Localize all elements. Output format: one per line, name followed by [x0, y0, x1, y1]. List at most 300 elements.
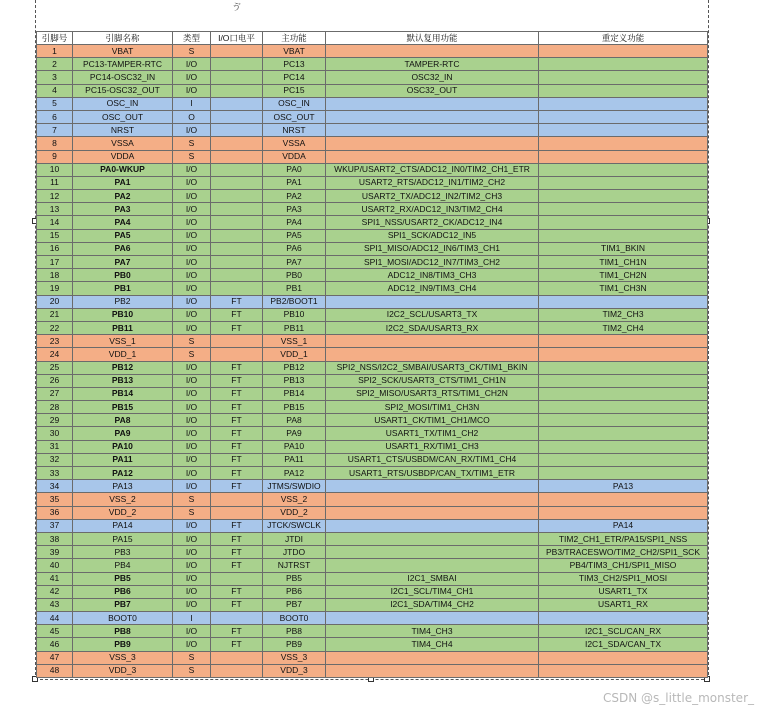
pin-name-cell: PB5 — [73, 572, 173, 585]
pin-type-cell: I/O — [173, 163, 211, 176]
table-row — [37, 440, 708, 453]
alternate-function-cell: USART1_TX/TIM1_CH2 — [326, 427, 539, 440]
table-row — [37, 256, 708, 269]
table-row — [37, 361, 708, 374]
table-row — [37, 664, 708, 677]
table-row — [37, 427, 708, 440]
pin-number-cell: 29 — [37, 414, 73, 427]
main-function-cell: VDD_3 — [263, 664, 326, 677]
main-function-cell: PC14 — [263, 71, 326, 84]
pin-name-cell: PB3 — [73, 546, 173, 559]
alternate-function-cell: SPI1_MOSI/ADC12_IN7/TIM3_CH2 — [326, 256, 539, 269]
io-level-cell: FT — [211, 480, 263, 493]
header-main-function: 主功能 — [263, 32, 326, 45]
pin-number-cell: 24 — [37, 348, 73, 361]
pin-type-cell: I/O — [173, 321, 211, 334]
table-row — [37, 71, 708, 84]
table-row — [37, 546, 708, 559]
io-level-cell — [211, 163, 263, 176]
main-function-cell: VDDA — [263, 150, 326, 163]
alternate-function-cell — [326, 519, 539, 532]
io-level-cell — [211, 572, 263, 585]
pin-name-cell: PB9 — [73, 638, 173, 651]
remap-function-cell — [539, 45, 708, 58]
pin-name-cell: PA6 — [73, 242, 173, 255]
pin-type-cell: I/O — [173, 638, 211, 651]
io-level-cell — [211, 203, 263, 216]
remap-function-cell — [539, 97, 708, 110]
io-level-cell — [211, 612, 263, 625]
main-function-cell: PA4 — [263, 216, 326, 229]
main-function-cell: PB2/BOOT1 — [263, 295, 326, 308]
pin-number-cell: 7 — [37, 124, 73, 137]
pin-type-cell: S — [173, 506, 211, 519]
remap-function-cell: TIM3_CH2/SPI1_MOSI — [539, 572, 708, 585]
pin-number-cell: 22 — [37, 321, 73, 334]
io-level-cell — [211, 190, 263, 203]
main-function-cell: PB7 — [263, 598, 326, 611]
table-row — [37, 572, 708, 585]
table-row — [37, 58, 708, 71]
alternate-function-cell: USART2_RX/ADC12_IN3/TIM2_CH4 — [326, 203, 539, 216]
alternate-function-cell: OSC32_OUT — [326, 84, 539, 97]
pin-number-cell: 41 — [37, 572, 73, 585]
pin-type-cell: I/O — [173, 84, 211, 97]
pin-name-cell: PA9 — [73, 427, 173, 440]
io-level-cell: FT — [211, 401, 263, 414]
alternate-function-cell: I2C2_SCL/USART3_TX — [326, 308, 539, 321]
io-level-cell: FT — [211, 440, 263, 453]
table-row — [37, 453, 708, 466]
pin-type-cell: I/O — [173, 308, 211, 321]
remap-function-cell — [539, 493, 708, 506]
table-row — [37, 242, 708, 255]
io-level-cell — [211, 664, 263, 677]
pin-name-cell: VSSA — [73, 137, 173, 150]
main-function-cell: PB12 — [263, 361, 326, 374]
main-function-cell: JTDO — [263, 546, 326, 559]
alternate-function-cell — [326, 348, 539, 361]
pin-number-cell: 5 — [37, 97, 73, 110]
main-function-cell: PA9 — [263, 427, 326, 440]
table-row — [37, 348, 708, 361]
pin-name-cell: PA13 — [73, 480, 173, 493]
pin-name-cell: PC13-TAMPER-RTC — [73, 58, 173, 71]
pin-number-cell: 31 — [37, 440, 73, 453]
table-row — [37, 335, 708, 348]
table-header-row — [37, 32, 708, 45]
main-function-cell: VDD_2 — [263, 506, 326, 519]
pin-name-cell: PB11 — [73, 321, 173, 334]
remap-function-cell: PA14 — [539, 519, 708, 532]
main-function-cell: PA10 — [263, 440, 326, 453]
pin-name-cell: OSC_OUT — [73, 110, 173, 123]
pin-type-cell: I/O — [173, 124, 211, 137]
pin-type-cell: S — [173, 150, 211, 163]
table-row — [37, 321, 708, 334]
top-mark: ゔ — [232, 2, 242, 12]
table-row — [37, 84, 708, 97]
alternate-function-cell — [326, 664, 539, 677]
remap-function-cell: TIM1_CH1N — [539, 256, 708, 269]
io-level-cell — [211, 651, 263, 664]
io-level-cell — [211, 216, 263, 229]
main-function-cell: PB6 — [263, 585, 326, 598]
remap-function-cell — [539, 216, 708, 229]
pin-type-cell: S — [173, 493, 211, 506]
alternate-function-cell: SPI2_NSS/I2C2_SMBAI/USART3_CK/TIM1_BKIN — [326, 361, 539, 374]
pin-name-cell: PB4 — [73, 559, 173, 572]
alternate-function-cell: SPI1_MISO/ADC12_IN6/TIM3_CH1 — [326, 242, 539, 255]
alternate-function-cell: USART1_CK/TIM1_CH1/MCO — [326, 414, 539, 427]
table-row — [37, 598, 708, 611]
alternate-function-cell: USART2_RTS/ADC12_IN1/TIM2_CH2 — [326, 176, 539, 189]
main-function-cell: OSC_OUT — [263, 110, 326, 123]
pin-name-cell: PA15 — [73, 532, 173, 545]
io-level-cell: FT — [211, 308, 263, 321]
main-function-cell: JTCK/SWCLK — [263, 519, 326, 532]
table-row — [37, 110, 708, 123]
main-function-cell: PB0 — [263, 269, 326, 282]
header-pin-number: 引脚号 — [37, 32, 73, 45]
remap-function-cell: I2C1_SCL/CAN_RX — [539, 625, 708, 638]
pin-name-cell: PA11 — [73, 453, 173, 466]
main-function-cell: PB9 — [263, 638, 326, 651]
main-function-cell: PA1 — [263, 176, 326, 189]
io-level-cell — [211, 84, 263, 97]
alternate-function-cell: USART1_CTS/USBDM/CAN_RX/TIM1_CH4 — [326, 453, 539, 466]
alternate-function-cell — [326, 295, 539, 308]
main-function-cell: PA0 — [263, 163, 326, 176]
pin-name-cell: PA5 — [73, 229, 173, 242]
pin-number-cell: 34 — [37, 480, 73, 493]
watermark-text: CSDN @s_little_monster_ — [603, 691, 754, 705]
pin-number-cell: 45 — [37, 625, 73, 638]
main-function-cell: VSSA — [263, 137, 326, 150]
pin-number-cell: 40 — [37, 559, 73, 572]
alternate-function-cell — [326, 612, 539, 625]
main-function-cell: NJTRST — [263, 559, 326, 572]
io-level-cell — [211, 58, 263, 71]
main-function-cell: JTDI — [263, 532, 326, 545]
io-level-cell: FT — [211, 625, 263, 638]
header-remap: 重定义功能 — [539, 32, 708, 45]
main-function-cell: PB10 — [263, 308, 326, 321]
alternate-function-cell: I2C1_SCL/TIM4_CH1 — [326, 585, 539, 598]
table-row — [37, 401, 708, 414]
pin-type-cell: I/O — [173, 453, 211, 466]
pin-name-cell: VSS_1 — [73, 335, 173, 348]
remap-function-cell — [539, 506, 708, 519]
io-level-cell: FT — [211, 519, 263, 532]
io-level-cell — [211, 269, 263, 282]
pin-type-cell: I/O — [173, 176, 211, 189]
pin-number-cell: 14 — [37, 216, 73, 229]
io-level-cell: FT — [211, 598, 263, 611]
pin-type-cell: I — [173, 612, 211, 625]
io-level-cell: FT — [211, 559, 263, 572]
remap-function-cell — [539, 163, 708, 176]
io-level-cell: FT — [211, 453, 263, 466]
pin-number-cell: 6 — [37, 110, 73, 123]
io-level-cell — [211, 335, 263, 348]
alternate-function-cell — [326, 124, 539, 137]
pin-type-cell: S — [173, 348, 211, 361]
alternate-function-cell: SPI2_SCK/USART3_CTS/TIM1_CH1N — [326, 374, 539, 387]
pin-number-cell: 9 — [37, 150, 73, 163]
pin-name-cell: PA3 — [73, 203, 173, 216]
pin-name-cell: PB0 — [73, 269, 173, 282]
pin-name-cell: PB14 — [73, 387, 173, 400]
pin-number-cell: 38 — [37, 532, 73, 545]
pin-name-cell: VSS_3 — [73, 651, 173, 664]
remap-function-cell — [539, 335, 708, 348]
main-function-cell: PA2 — [263, 190, 326, 203]
pin-number-cell: 16 — [37, 242, 73, 255]
pin-number-cell: 36 — [37, 506, 73, 519]
alternate-function-cell — [326, 150, 539, 163]
pin-number-cell: 43 — [37, 598, 73, 611]
pin-type-cell: I/O — [173, 401, 211, 414]
main-function-cell: NRST — [263, 124, 326, 137]
pin-number-cell: 32 — [37, 453, 73, 466]
remap-function-cell — [539, 453, 708, 466]
alternate-function-cell — [326, 651, 539, 664]
io-level-cell: FT — [211, 546, 263, 559]
pin-name-cell: VDDA — [73, 150, 173, 163]
header-pin-name: 引脚名称 — [73, 32, 173, 45]
alternate-function-cell — [326, 559, 539, 572]
table-row — [37, 97, 708, 110]
pin-type-cell: I/O — [173, 229, 211, 242]
main-function-cell: PC13 — [263, 58, 326, 71]
pin-name-cell: OSC_IN — [73, 97, 173, 110]
main-function-cell: PC15 — [263, 84, 326, 97]
remap-function-cell — [539, 150, 708, 163]
pin-type-cell: I/O — [173, 269, 211, 282]
table-row — [37, 176, 708, 189]
pin-type-cell: I/O — [173, 467, 211, 480]
pin-name-cell: VBAT — [73, 45, 173, 58]
pin-type-cell: I/O — [173, 480, 211, 493]
pin-number-cell: 2 — [37, 58, 73, 71]
pin-number-cell: 4 — [37, 84, 73, 97]
pin-number-cell: 46 — [37, 638, 73, 651]
remap-function-cell: USART1_RX — [539, 598, 708, 611]
pin-number-cell: 48 — [37, 664, 73, 677]
io-level-cell: FT — [211, 414, 263, 427]
io-level-cell: FT — [211, 638, 263, 651]
pin-number-cell: 39 — [37, 546, 73, 559]
pin-name-cell: PC15-OSC32_OUT — [73, 84, 173, 97]
main-function-cell: PA6 — [263, 242, 326, 255]
table-row — [37, 229, 708, 242]
alternate-function-cell — [326, 110, 539, 123]
pin-type-cell: I/O — [173, 374, 211, 387]
remap-function-cell — [539, 361, 708, 374]
io-level-cell: FT — [211, 374, 263, 387]
pin-name-cell: PB2 — [73, 295, 173, 308]
remap-function-cell — [539, 664, 708, 677]
pin-number-cell: 11 — [37, 176, 73, 189]
pin-name-cell: PB8 — [73, 625, 173, 638]
pin-name-cell: PA10 — [73, 440, 173, 453]
main-function-cell: PA3 — [263, 203, 326, 216]
pin-number-cell: 3 — [37, 71, 73, 84]
pin-name-cell: PB1 — [73, 282, 173, 295]
remap-function-cell — [539, 374, 708, 387]
remap-function-cell: PB3/TRACESWO/TIM2_CH2/SPI1_SCK — [539, 546, 708, 559]
io-level-cell — [211, 282, 263, 295]
pin-type-cell: I/O — [173, 519, 211, 532]
remap-function-cell — [539, 84, 708, 97]
remap-function-cell: TIM1_BKIN — [539, 242, 708, 255]
table-row — [37, 414, 708, 427]
table-row — [37, 203, 708, 216]
pin-type-cell: I/O — [173, 414, 211, 427]
remap-function-cell — [539, 387, 708, 400]
remap-function-cell — [539, 190, 708, 203]
pin-number-cell: 19 — [37, 282, 73, 295]
pin-name-cell: PB12 — [73, 361, 173, 374]
alternate-function-cell: USART2_TX/ADC12_IN2/TIM2_CH3 — [326, 190, 539, 203]
remap-function-cell — [539, 612, 708, 625]
remap-function-cell — [539, 295, 708, 308]
table-row — [37, 124, 708, 137]
pin-type-cell: S — [173, 45, 211, 58]
pin-name-cell: VSS_2 — [73, 493, 173, 506]
pin-name-cell: PA0-WKUP — [73, 163, 173, 176]
main-function-cell: PB11 — [263, 321, 326, 334]
pin-type-cell: I/O — [173, 58, 211, 71]
pin-number-cell: 18 — [37, 269, 73, 282]
pin-type-cell: I/O — [173, 625, 211, 638]
io-level-cell: FT — [211, 427, 263, 440]
alternate-function-cell — [326, 532, 539, 545]
alternate-function-cell — [326, 546, 539, 559]
alternate-function-cell: OSC32_IN — [326, 71, 539, 84]
table-row — [37, 519, 708, 532]
pin-number-cell: 25 — [37, 361, 73, 374]
pin-name-cell: PB15 — [73, 401, 173, 414]
remap-function-cell — [539, 651, 708, 664]
pin-type-cell: S — [173, 335, 211, 348]
table-row — [37, 216, 708, 229]
main-function-cell: PB5 — [263, 572, 326, 585]
remap-function-cell: PA13 — [539, 480, 708, 493]
main-function-cell: VSS_3 — [263, 651, 326, 664]
pin-name-cell: PC14-OSC32_IN — [73, 71, 173, 84]
table-row — [37, 137, 708, 150]
pin-type-cell: I/O — [173, 440, 211, 453]
remap-function-cell: TIM2_CH3 — [539, 308, 708, 321]
remap-function-cell — [539, 414, 708, 427]
alternate-function-cell — [326, 335, 539, 348]
main-function-cell: PA11 — [263, 453, 326, 466]
table-row — [37, 638, 708, 651]
alternate-function-cell: TAMPER-RTC — [326, 58, 539, 71]
pin-type-cell: I/O — [173, 585, 211, 598]
remap-function-cell: TIM1_CH3N — [539, 282, 708, 295]
pin-type-cell: I/O — [173, 242, 211, 255]
pin-type-cell: S — [173, 137, 211, 150]
io-level-cell — [211, 150, 263, 163]
alternate-function-cell: SPI1_SCK/ADC12_IN5 — [326, 229, 539, 242]
pin-number-cell: 44 — [37, 612, 73, 625]
io-level-cell — [211, 493, 263, 506]
pin-name-cell: VDD_1 — [73, 348, 173, 361]
remap-function-cell — [539, 440, 708, 453]
main-function-cell: PB14 — [263, 387, 326, 400]
pin-type-cell: I/O — [173, 427, 211, 440]
pin-number-cell: 15 — [37, 229, 73, 242]
pin-name-cell: PA1 — [73, 176, 173, 189]
pin-type-cell: I/O — [173, 256, 211, 269]
pin-number-cell: 1 — [37, 45, 73, 58]
pin-type-cell: S — [173, 651, 211, 664]
alternate-function-cell — [326, 45, 539, 58]
remap-function-cell — [539, 427, 708, 440]
io-level-cell — [211, 506, 263, 519]
io-level-cell: FT — [211, 295, 263, 308]
table-row — [37, 625, 708, 638]
pin-type-cell: I/O — [173, 295, 211, 308]
header-type: 类型 — [173, 32, 211, 45]
main-function-cell: PB13 — [263, 374, 326, 387]
pin-number-cell: 20 — [37, 295, 73, 308]
pin-type-cell: I/O — [173, 71, 211, 84]
remap-function-cell — [539, 229, 708, 242]
main-function-cell: JTMS/SWDIO — [263, 480, 326, 493]
main-function-cell: OSC_IN — [263, 97, 326, 110]
table-row — [37, 45, 708, 58]
pin-type-cell: I/O — [173, 282, 211, 295]
pin-name-cell: VDD_3 — [73, 664, 173, 677]
io-level-cell: FT — [211, 387, 263, 400]
remap-function-cell: I2C1_SDA/CAN_TX — [539, 638, 708, 651]
io-level-cell — [211, 110, 263, 123]
pin-name-cell: PA12 — [73, 467, 173, 480]
pin-type-cell: I/O — [173, 572, 211, 585]
io-level-cell — [211, 97, 263, 110]
io-level-cell — [211, 137, 263, 150]
pin-name-cell: PB6 — [73, 585, 173, 598]
main-function-cell: VSS_2 — [263, 493, 326, 506]
pin-name-cell: PA4 — [73, 216, 173, 229]
pin-name-cell: PA2 — [73, 190, 173, 203]
io-level-cell: FT — [211, 467, 263, 480]
remap-function-cell — [539, 203, 708, 216]
alternate-function-cell: TIM4_CH3 — [326, 625, 539, 638]
pin-type-cell: I/O — [173, 190, 211, 203]
pin-type-cell: S — [173, 664, 211, 677]
io-level-cell: FT — [211, 532, 263, 545]
pin-number-cell: 30 — [37, 427, 73, 440]
main-function-cell: PB1 — [263, 282, 326, 295]
main-function-cell: VSS_1 — [263, 335, 326, 348]
io-level-cell — [211, 71, 263, 84]
header-io-level: I/O口电平 — [211, 32, 263, 45]
remap-function-cell: TIM1_CH2N — [539, 269, 708, 282]
main-function-cell: PA8 — [263, 414, 326, 427]
pin-type-cell: I/O — [173, 387, 211, 400]
alternate-function-cell — [326, 137, 539, 150]
alternate-function-cell: SPI1_NSS/USART2_CK/ADC12_IN4 — [326, 216, 539, 229]
table-row — [37, 282, 708, 295]
pin-type-cell: I/O — [173, 203, 211, 216]
io-level-cell — [211, 176, 263, 189]
pin-number-cell: 47 — [37, 651, 73, 664]
